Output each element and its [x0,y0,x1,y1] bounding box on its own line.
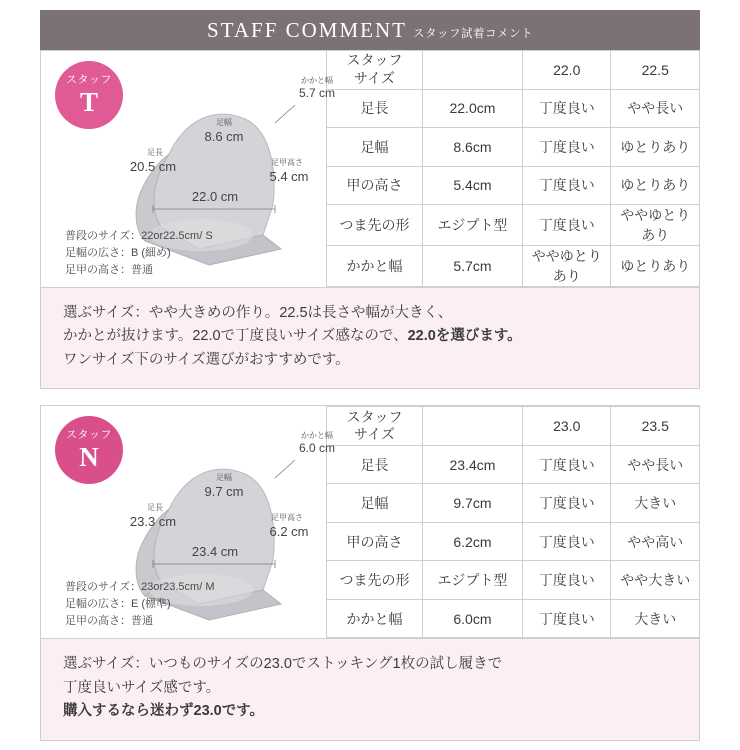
staff-badge-label: スタッフ [66,428,112,441]
table-row [327,445,699,484]
diagram-heel-width-value: 5.7 cm [298,86,335,100]
diagram-foot-width-value: 9.7 cm [204,484,244,500]
header-line1: スタッフ [346,52,403,69]
row-size2: 大きい [611,484,699,523]
row-size1: 丁度良い [522,128,611,167]
page-header [40,10,700,50]
staff-comment-t [41,287,699,388]
meta-line: 普段のサイズ：22or22.5cm/ S [65,229,213,242]
diagram-instep-value: 5.4 cm [269,169,309,184]
header-value [422,407,522,446]
header-size-2: 23.5 [611,407,699,446]
diagram-foot-length2-value: 23.4 cm [191,544,239,560]
row-label: 甲の高さ [327,522,422,561]
table-row [327,599,699,638]
row-size2: ゆとりあり [611,166,699,205]
diagram-heel-width-value: 6.0 cm [298,441,335,456]
row-size2: やや長い [611,445,699,484]
comment-bold: 22.0を選びます。 [407,328,522,345]
row-label: 足長 [327,445,422,484]
foot-diagram-n [41,406,335,638]
staff-comment-page [0,10,740,750]
diagram-foot-width-label: 足幅 [216,118,232,127]
diagram-foot-length-value: 20.5 cm [129,159,177,174]
row-label: 甲の高さ [327,166,422,205]
table-row [327,166,699,205]
header-size-2: 22.5 [611,51,699,90]
row-size2: やや大きい [611,561,699,600]
table-row [327,484,699,523]
table-row [327,561,699,600]
diagram-foot-length2-value: 22.0 cm [191,189,239,204]
comment-line: ワンサイズ下のサイズ選びがおすすめです。 [63,351,350,368]
row-value: エジプト型 [422,205,522,246]
row-size1: 丁度良い [522,599,611,638]
row-label: かかと幅 [327,246,422,287]
block-separator [0,389,740,405]
staff-comment-n [41,638,699,739]
row-size1: 丁度良い [522,166,611,205]
diagram-heel-width-label: かかと幅 [301,76,333,85]
row-size1: 丁度良い [522,484,611,523]
staff-top-t [41,50,699,287]
row-value: 6.0cm [422,599,522,638]
comment-line: 選ぶサイズ：やや大きめの作り。22.5は長さや幅が大きく、 [63,305,453,321]
header-size-1: 22.0 [522,51,611,90]
staff-meta-n [41,579,326,630]
staff-badge-letter: N [79,441,99,472]
meta-line: 普段のサイズ：23or23.5cm/ M [65,581,215,594]
meta-line: 足幅の広さ：B (細め) [65,246,171,259]
header-line2: サイズ [354,426,395,443]
row-size2: ゆとりあり [611,128,699,167]
comment-line-2: かかとが抜けます。22.0で丁度良いサイズ感なので、22.0を選びます。 [63,328,522,345]
staff-block-t [40,50,700,389]
staff-block-n [40,405,700,740]
page-title: STAFF COMMENT [207,17,407,42]
row-size2: ゆとりあり [611,246,699,287]
diagram-instep-label: 足甲高さ [271,513,303,523]
page-subtitle: スタッフ試着コメント [412,27,533,40]
meta-line: 足幅の広さ：E (標準) [65,598,171,611]
header-value [422,51,522,90]
row-value: 23.4cm [422,445,522,484]
row-label: 足幅 [327,484,422,523]
row-value: 22.0cm [422,89,522,128]
row-size1: 丁度良い [522,561,611,600]
diagram-foot-length-label: 足長 [147,148,163,157]
row-size2: やや高い [611,522,699,561]
table-row [327,128,699,167]
staff-meta-t [41,228,326,279]
row-size1: 丁度良い [522,205,611,246]
row-value: 9.7cm [422,484,522,523]
header-line1: スタッフ [346,408,403,425]
header-size-1: 23.0 [522,407,611,446]
table-row [327,522,699,561]
row-size1: 丁度良い [522,445,611,484]
row-size2: ややゆとりあり [611,205,699,246]
size-table-t [327,50,699,287]
table-row [327,246,699,287]
row-label: つま先の形 [327,205,422,246]
diagram-heel-width-label: かかと幅 [301,431,333,441]
table-header-row [327,407,699,446]
row-label: 足幅 [327,128,422,167]
row-label: 足長 [327,89,422,128]
comment-bold: 購入するなら迷わず23.0です。 [63,703,265,720]
row-value: エジプト型 [422,561,522,600]
comment-line-bold [63,700,677,723]
row-value: 6.2cm [422,522,522,561]
row-size2: やや長い [611,89,699,128]
meta-line: 足甲の高さ：普通 [65,263,153,276]
row-size1: 丁度良い [522,89,611,128]
diagram-foot-length-label: 足長 [147,503,163,513]
comment-line: 丁度良いサイズ感です。 [63,679,221,696]
header-staff-size [327,51,422,90]
row-value: 5.4cm [422,166,522,205]
table-row [327,205,699,246]
header-line2: サイズ [354,69,395,86]
diagram-instep-value: 6.2 cm [269,524,309,540]
header-staff-size [327,407,422,446]
row-value: 5.7cm [422,246,522,287]
staff-top-n [41,406,699,638]
table-header-row [327,51,699,90]
foot-diagram-t [41,50,335,287]
diagram-foot-width-value: 8.6 cm [204,129,244,144]
row-value: 8.6cm [422,128,522,167]
staff-badge-letter: T [79,86,98,117]
meta-line: 足甲の高さ：普通 [65,615,153,628]
row-label: つま先の形 [327,561,422,600]
row-size1: ややゆとりあり [522,246,611,287]
table-row [327,89,699,128]
row-size2: 大きい [611,599,699,638]
comment-line: 選ぶサイズ：いつものサイズの23.0でストッキング1枚の試し履きで [63,656,503,673]
diagram-instep-label: 足甲高さ [271,158,303,167]
staff-badge-label: スタッフ [66,73,112,86]
diagram-foot-length-value: 23.3 cm [129,514,177,530]
row-size1: 丁度良い [522,522,611,561]
diagram-foot-width-label: 足幅 [216,473,232,483]
row-label: かかと幅 [327,599,422,638]
size-table-n [327,406,699,638]
